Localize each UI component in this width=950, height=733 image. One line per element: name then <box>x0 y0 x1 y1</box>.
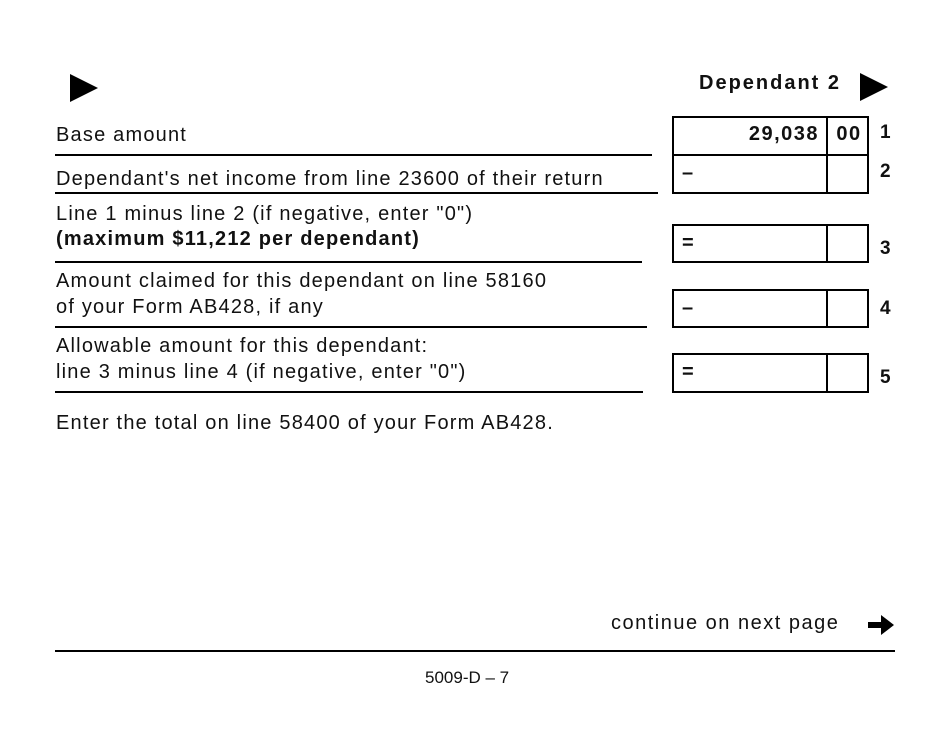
line-5-label-2: line 3 minus line 4 (if negative, enter "0") <box>56 361 467 383</box>
left-marker-icon <box>70 74 98 102</box>
cents-divider <box>826 291 828 326</box>
title-marker-icon <box>860 73 888 101</box>
line-2-label: Dependant's net income from line 23600 of their return <box>56 168 604 190</box>
dependant-title: Dependant 2 <box>699 72 842 94</box>
cents-divider <box>826 118 828 154</box>
line-5-operator: = <box>682 361 694 383</box>
cents-divider <box>826 226 828 261</box>
line-2-amount-field[interactable] <box>672 154 869 194</box>
line-2-number: 2 <box>880 161 891 182</box>
line-3-amount-field[interactable] <box>672 224 869 263</box>
line-4-label-2: of your Form AB428, if any <box>56 296 324 318</box>
line-1-cents: 00 <box>836 123 862 145</box>
line-5-number: 5 <box>880 367 891 388</box>
line-3-label-max: (maximum $11,212 per dependant) <box>56 228 420 250</box>
line-5-label-1: Allowable amount for this dependant: <box>56 335 429 357</box>
line-1-number: 1 <box>880 122 891 143</box>
footer-rule <box>55 650 895 652</box>
line-4-amount-field[interactable] <box>672 289 869 328</box>
line-2-rule <box>55 192 658 194</box>
line-5-rule <box>55 391 643 393</box>
line-4-number: 4 <box>880 298 891 319</box>
line-3-number: 3 <box>880 238 891 259</box>
line-4-operator: – <box>682 297 694 319</box>
instruction-text: Enter the total on line 58400 of your Form AB428. <box>56 412 554 434</box>
cents-divider <box>826 156 828 192</box>
line-1-dollars: 29,038 <box>748 123 819 145</box>
line-3-operator: = <box>682 232 694 254</box>
line-1-amount-field[interactable] <box>672 116 869 156</box>
line-2-operator: – <box>682 162 694 184</box>
line-4-rule <box>55 326 647 328</box>
line-3-label: Line 1 minus line 2 (if negative, enter "0") <box>56 203 474 225</box>
continue-arrow-icon <box>867 613 895 637</box>
continue-text: continue on next page <box>611 612 840 634</box>
line-4-label-1: Amount claimed for this dependant on line 58160 <box>56 270 548 292</box>
line-1-rule <box>55 154 652 156</box>
line-3-rule <box>55 261 642 263</box>
cents-divider <box>826 355 828 391</box>
page-number: 5009-D – 7 <box>425 668 510 687</box>
line-1-label: Base amount <box>56 124 188 146</box>
line-5-amount-field[interactable] <box>672 353 869 393</box>
